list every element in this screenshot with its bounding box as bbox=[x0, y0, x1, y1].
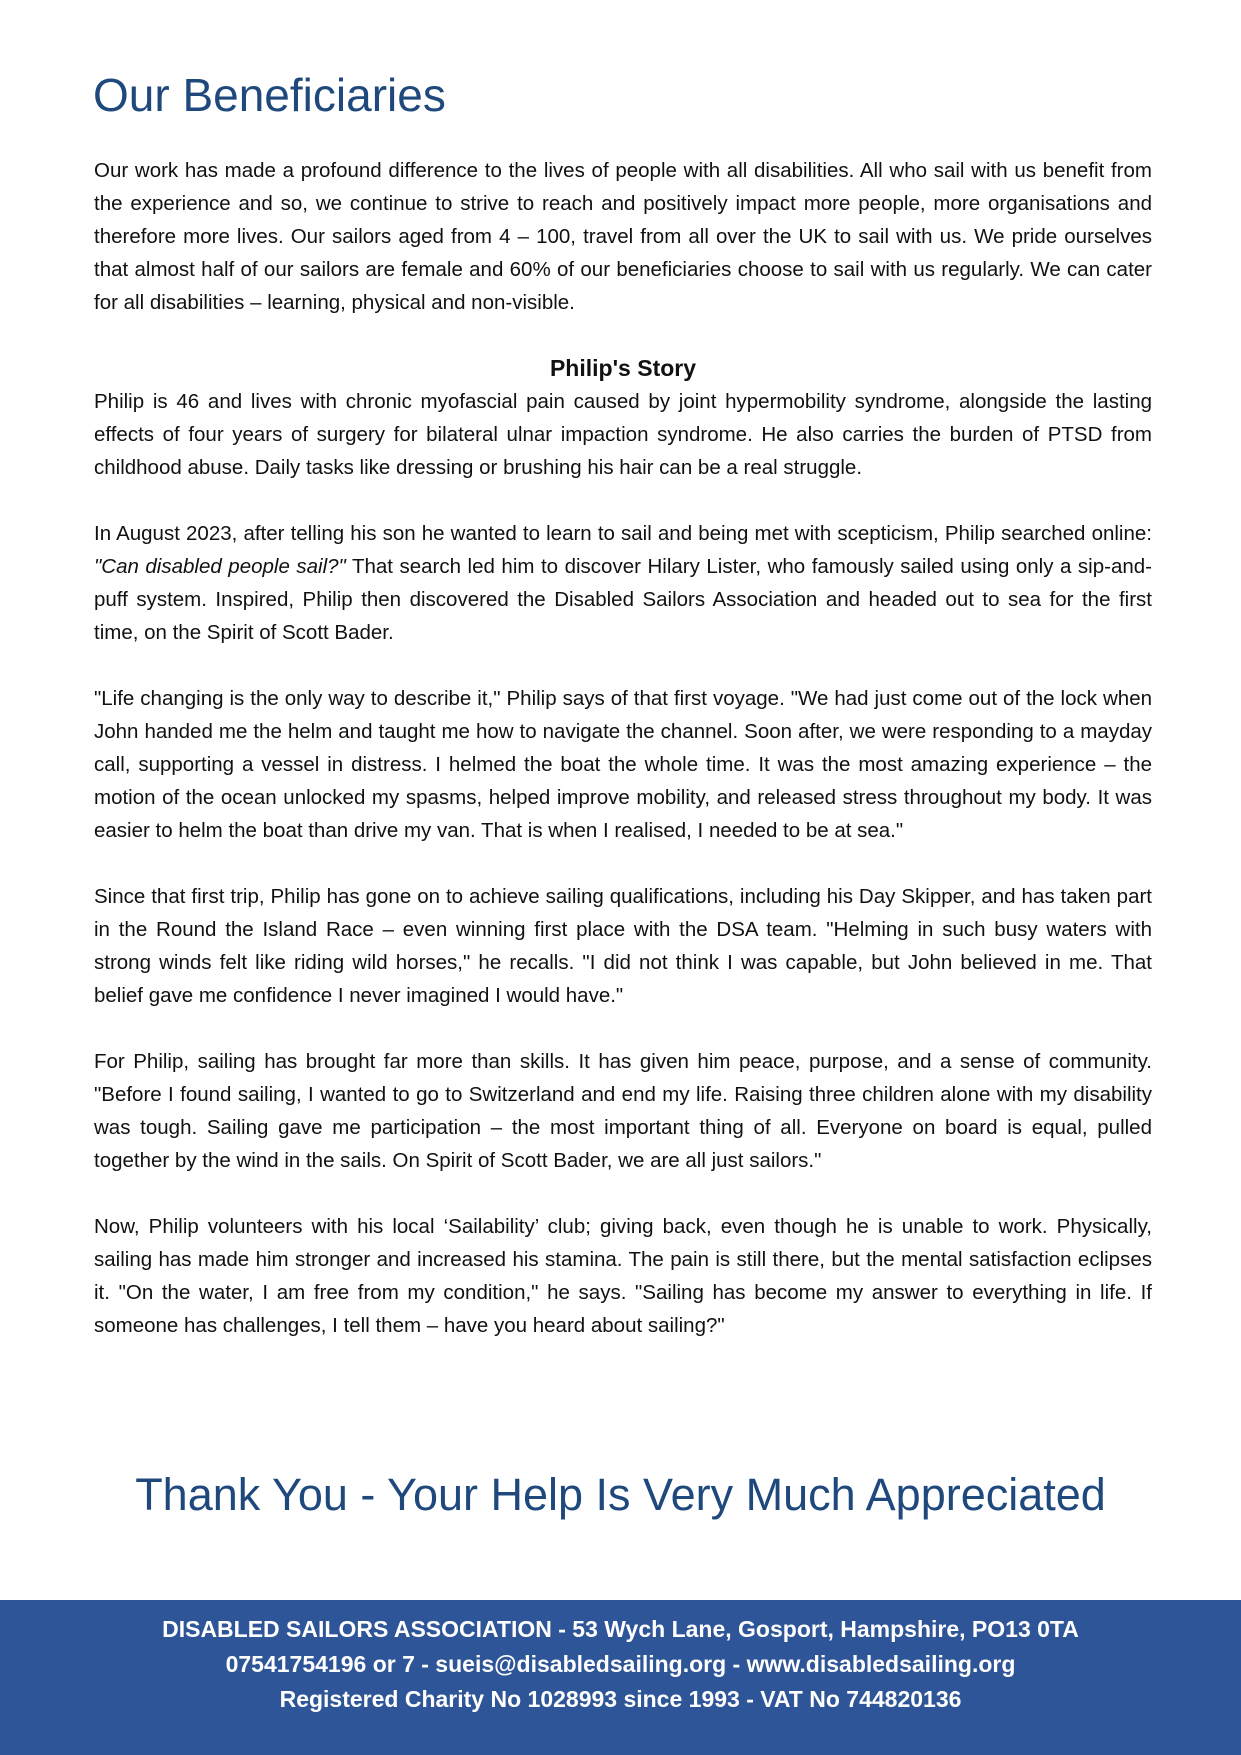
search-query-quote: "Can disabled people sail?" bbox=[94, 555, 346, 578]
story-paragraph-6: Now, Philip volunteers with his local ‘Sailability’ club; giving back, even though he is unable to work. Physically, sailing has made him stronger and increased his stamina. The pain is still there, but the mental satisfaction eclipses it. "On the water, I am free from my condition," he says. "Sailing has become my answer to everything in life. If someone has challenges, I tell them – have you heard about sailing?" bbox=[94, 1215, 1152, 1337]
footer-address: DISABLED SAILORS ASSOCIATION - 53 Wych Lane, Gosport, Hampshire, PO13 0TA bbox=[162, 1616, 1079, 1642]
story-paragraph-3: "Life changing is the only way to describe it," Philip says of that first voyage. "We had just come out of the lock when John handed me the helm and taught me how to navigate the channel. Soon after, we were responding to a mayday call, supporting a vessel in distress. I helmed the boat the whole time. It was the most amazing experience – the motion of the ocean unlocked my spasms, helped improve mobility, and released stress throughout my body. It was easier to helm the boat than drive my van. That is when I realised, I needed to be at sea." bbox=[94, 687, 1152, 842]
story-paragraph-1: Philip is 46 and lives with chronic myofascial pain caused by joint hypermobility syndrome, alongside the lasting effects of four years of surgery for bilateral ulnar impaction syndrome. He also carries the burden of PTSD from childhood abuse. Daily tasks like dressing or brushing his hair can be a real struggle. bbox=[94, 390, 1152, 479]
footer-banner bbox=[0, 1600, 1241, 1755]
footer-contact: 07541754196 or 7 - sueis@disabledsailing.org - www.disabledsailing.org bbox=[225, 1651, 1016, 1677]
thank-you-heading: Thank You - Your Help Is Very Much Appreciated bbox=[135, 1469, 1106, 1520]
story-paragraph-2-intro: In August 2023, after telling his son he wanted to learn to sail and being met with scepticism, Philip searched online: bbox=[94, 522, 1152, 545]
story-paragraph-2 bbox=[94, 517, 1152, 649]
story-paragraph-4: Since that first trip, Philip has gone on to achieve sailing qualifications, including his Day Skipper, and has taken part in the Round the Island Race – even winning first place with the DSA team. "Helming in such busy waters with strong winds felt like riding wild horses," he recalls. "I did not think I was capable, but John believed in me. That belief gave me confidence I never imagined I would have." bbox=[94, 885, 1152, 1007]
page-title: Our Beneficiaries bbox=[93, 69, 446, 121]
story-heading: Philip's Story bbox=[549, 355, 697, 381]
footer-registration: Registered Charity No 1028993 since 1993 - VAT No 744820136 bbox=[279, 1686, 962, 1712]
main-content bbox=[94, 154, 1152, 1375]
story-paragraph-5: For Philip, sailing has brought far more than skills. It has given him peace, purpose, and a sense of community. "Before I found sailing, I wanted to go to Switzerland and end my life. Raising three children alone with my disability was tough. Sailing gave me participation – the most important thing of all. Everyone on board is equal, pulled together by the wind in the sails. On Spirit of Scott Bader, we are all just sailors." bbox=[94, 1050, 1152, 1172]
story-paragraph-2-rest: That search led him to discover Hilary Lister, who famously sailed using only a sip-and-puff system. Inspired, Philip then discovered the Disabled Sailors Association and headed out to sea for the first time, on the Spirit of Scott Bader. bbox=[94, 555, 1152, 644]
intro-paragraph: Our work has made a profound difference to the lives of people with all disabilities. All who sail with us benefit from the experience and so, we continue to strive to reach and positively impact more people, more organisations and therefore more lives. Our sailors aged from 4 – 100, travel from all over the UK to sail with us. We pride ourselves that almost half of our sailors are female and 60% of our beneficiaries choose to sail with us regularly. We can cater for all disabilities – learning, physical and non-visible. bbox=[94, 159, 1152, 314]
